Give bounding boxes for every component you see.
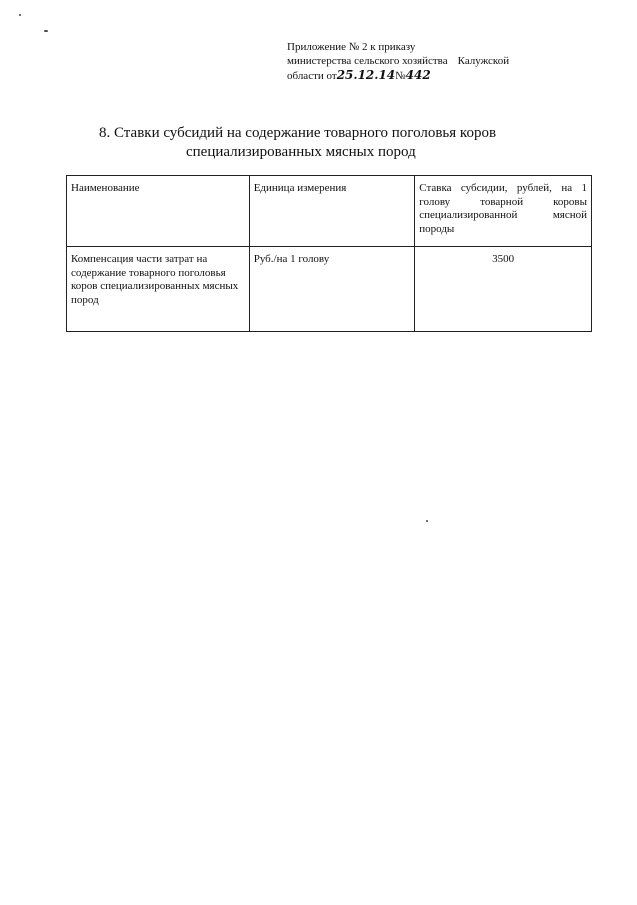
cell-unit: Руб./на 1 голову	[249, 247, 415, 332]
handwritten-number: 442	[405, 68, 431, 82]
handwritten-date: 25.12.14	[336, 68, 396, 82]
table-row	[67, 247, 592, 332]
appendix-line-1: Приложение № 2 к приказу	[287, 41, 416, 53]
appendix-line-3	[287, 68, 587, 83]
scan-speck	[44, 30, 48, 32]
title-line-2: специализированных мясных пород	[186, 144, 416, 160]
region-name: Калужской	[457, 55, 510, 67]
title-line-1: 8. Ставки субсидий на содержание товарного поголовья коров	[99, 125, 497, 141]
ministry-name: министерства сельского хозяйства	[287, 55, 448, 67]
header-unit: Единица измерения	[249, 176, 415, 247]
cell-rate-value: 3500	[415, 247, 592, 332]
scan-speck	[19, 14, 21, 16]
cell-description: Компенсация части затрат на содержание товарного поголовья коров специализированных мясных пород	[67, 247, 250, 332]
appendix-header	[287, 40, 587, 83]
date-prefix: области от	[287, 70, 337, 82]
header-rate: Ставка субсидии, рублей, на 1 голову товарной коровы специализированной мясной породы	[415, 176, 592, 247]
subsidy-rates-table	[66, 175, 592, 332]
scan-speck	[426, 520, 428, 522]
header-name: Наименование	[67, 176, 250, 247]
appendix-line-2	[287, 54, 587, 68]
table-header-row	[67, 176, 592, 247]
number-label: №	[395, 70, 406, 82]
document-title	[80, 124, 540, 162]
